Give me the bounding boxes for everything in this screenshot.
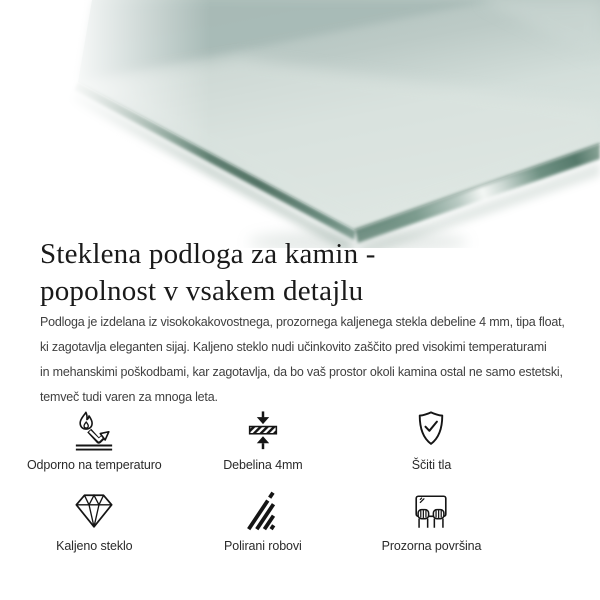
feature-label: Kaljeno steklo [56, 539, 133, 553]
description-paragraph [40, 310, 585, 410]
feature-label: Odporno na temperaturo [26, 458, 162, 472]
feature-temperature-resistant [10, 400, 179, 481]
feature-transparent-surface [347, 481, 516, 562]
page-title [40, 236, 580, 310]
page-title-line-1: Steklena podloga za kamin - [40, 238, 376, 270]
feature-protects-floor [347, 400, 516, 481]
feature-label: Polirani robovi [224, 539, 302, 553]
feature-thickness-4mm [179, 400, 348, 481]
feature-label: Prozorna površina [381, 539, 482, 553]
shield-check-icon [410, 410, 452, 452]
transparent-surface-icon [410, 491, 452, 533]
temperature-resistant-icon [73, 410, 115, 452]
description-line: temveč tudi varen za mnoga leta. [40, 390, 218, 404]
feature-tempered-glass [10, 481, 179, 562]
polished-edges-icon [242, 491, 284, 533]
thickness-4mm-icon [242, 410, 284, 452]
description-line: ki zagotavlja eleganten sijaj. Kaljeno steklo nudi učinkovito zaščito pred visokimi temperaturami [40, 340, 547, 354]
description-line: in mehanskimi poškodbami, kar zagotavlja, da bo vaš prostor okoli kamina ostal ne samo estetski, [40, 365, 563, 379]
feature-label: Ščiti tla [411, 458, 452, 472]
diamond-icon [73, 491, 115, 533]
hero-photo-glass-sheet [0, 0, 600, 248]
feature-label: Debelina 4mm [223, 458, 303, 472]
feature-polished-edges [179, 481, 348, 562]
page-title-line-2: popolnost v vsakem detajlu [40, 275, 364, 307]
description-line: Podloga je izdelana iz visokokakovostnega, prozornega kaljenega stekla debeline 4 mm, tipa float, [40, 315, 565, 329]
feature-grid [10, 400, 516, 562]
glass-sheet-illustration [0, 0, 600, 248]
